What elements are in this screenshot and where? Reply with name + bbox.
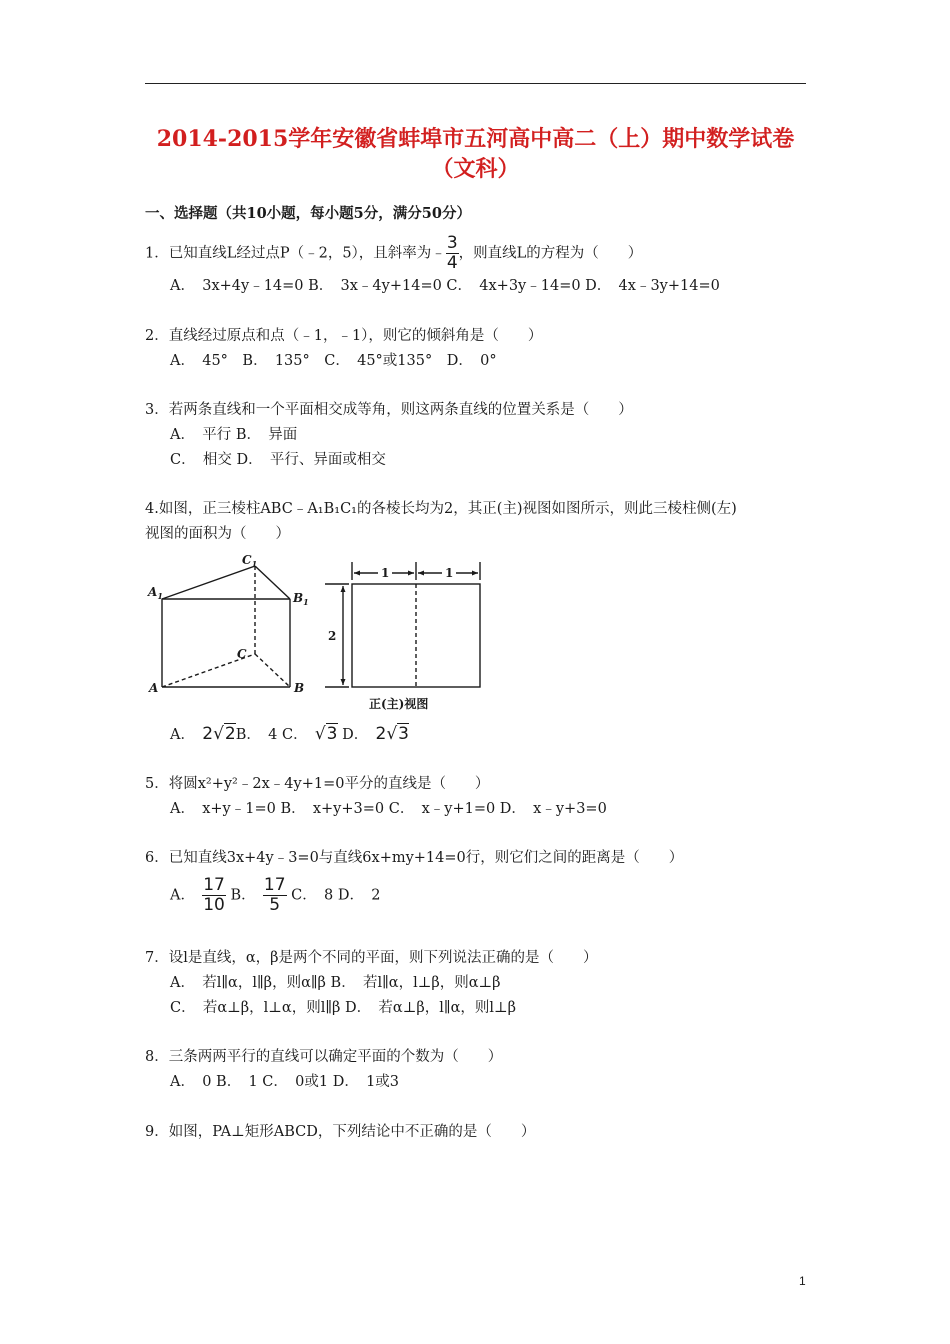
prism-figure [145, 552, 315, 702]
q6-opt-b-fraction: $\frac{17}{5}$ [263, 875, 286, 915]
question-1-stem-post: ，则直线L的方程为（ ） [458, 245, 643, 262]
q4-opt-d-value: 2√3 [375, 724, 409, 744]
q4-opt-a-value: 2√2 [202, 724, 236, 744]
label-a: A [149, 681, 159, 695]
document-title: 2014-2015学年安徽省蚌埠市五河高中高二（上）期中数学试卷（文科） [156, 126, 795, 182]
question-5-options: A． x+y﹣1=0 B． x+y+3=0 C． x﹣y+1=0 D． x﹣y+3=0 [170, 801, 607, 817]
q6-opt-b-label: B． [230, 887, 249, 904]
edge-c1-b1 [255, 566, 290, 599]
question-1-fraction: $\frac{3}{4}$ [446, 233, 458, 273]
question-2-options: A． 45° B． 135° C． 45°或135° D． 0° [170, 353, 497, 369]
question-1-options: A． 3x+4y﹣14=0 B． 3x﹣4y+14=0 C． 4x+3y﹣14=0 D． 4x﹣3y+14=0 [170, 278, 720, 294]
question-3-options-2: C． 相交 D． 平行、异面或相交 [170, 452, 386, 468]
q6-opt-rest: C． 8 D． 2 [291, 887, 381, 904]
question-4-stem-1: 4.如图，正三棱柱ABC﹣A₁B₁C₁的各棱长均为2，其正(主)视图如图所示，则此三棱柱侧(左) [145, 501, 737, 517]
edge-c-b-hidden [255, 654, 290, 687]
question-4-options [170, 724, 409, 745]
question-4-stem-2: 视图的面积为（ ） [145, 526, 290, 542]
label-b1: $B_1$ [293, 591, 309, 607]
question-1 [145, 234, 642, 273]
header-rule [145, 83, 806, 84]
front-view-figure [325, 556, 485, 716]
edge-a1-c1 [162, 566, 255, 599]
question-5-stem: 5．将圆x²+y²﹣2x﹣4y+1=0平分的直线是（ ） [145, 776, 490, 792]
label-a1: $A_1$ [148, 585, 163, 601]
dim-left: 2 [328, 629, 337, 643]
q4-opt-c-value: √3 [314, 724, 338, 744]
question-7-options-2: C． 若α⊥β，l⊥α，则l∥β D． 若α⊥β，l∥α，则l⊥β [170, 1000, 517, 1016]
question-7-options-1: A． 若l∥α，l∥β，则α∥β B． 若l∥α，l⊥β，则α⊥β [170, 975, 501, 991]
page-number: 1 [799, 1274, 806, 1288]
question-3-options-1: A． 平行 B． 异面 [170, 427, 298, 443]
q4-opt-d-label: D． [342, 727, 361, 743]
question-6-stem: 6．已知直线3x+4y﹣3=0与直线6x+my+14=0行，则它们之间的距离是（ ） [145, 850, 684, 866]
label-c: C [237, 647, 247, 661]
front-view-caption: 正(主)视图 [369, 697, 429, 711]
q4-opt-b: B． 4 C． [235, 727, 301, 743]
q6-opt-a-fraction: $\frac{17}{10}$ [203, 875, 225, 915]
question-8-options: A． 0 B． 1 C． 0或1 D． 1或3 [170, 1074, 400, 1090]
section-heading: 一、选择题（共10小题，每小题5分，满分50分） [145, 205, 471, 222]
q6-opt-a-label: A． [170, 887, 188, 904]
label-b: B [294, 681, 305, 695]
question-3-stem: 3．若两条直线和一个平面相交成等角，则这两条直线的位置关系是（ ） [145, 402, 633, 418]
question-6-options [170, 876, 380, 915]
dim-top-right: 1 [445, 566, 454, 580]
question-1-stem-pre: 1．已知直线L经过点P（﹣2，5），且斜率为﹣ [145, 245, 446, 262]
question-9-stem: 9．如图，PA⊥矩形ABCD，下列结论中不正确的是（ ） [145, 1124, 536, 1140]
question-2-stem: 2．直线经过原点和点（﹣1，﹣1），则它的倾斜角是（ ） [145, 328, 543, 344]
question-7-stem: 7．设l是直线，α，β是两个不同的平面，则下列说法正确的是（ ） [145, 950, 598, 966]
question-8-stem: 8．三条两两平行的直线可以确定平面的个数为（ ） [145, 1049, 503, 1065]
dim-top-left: 1 [381, 566, 390, 580]
q4-opt-a-label: A． [170, 727, 188, 743]
label-c1: $C_1$ [242, 553, 258, 569]
